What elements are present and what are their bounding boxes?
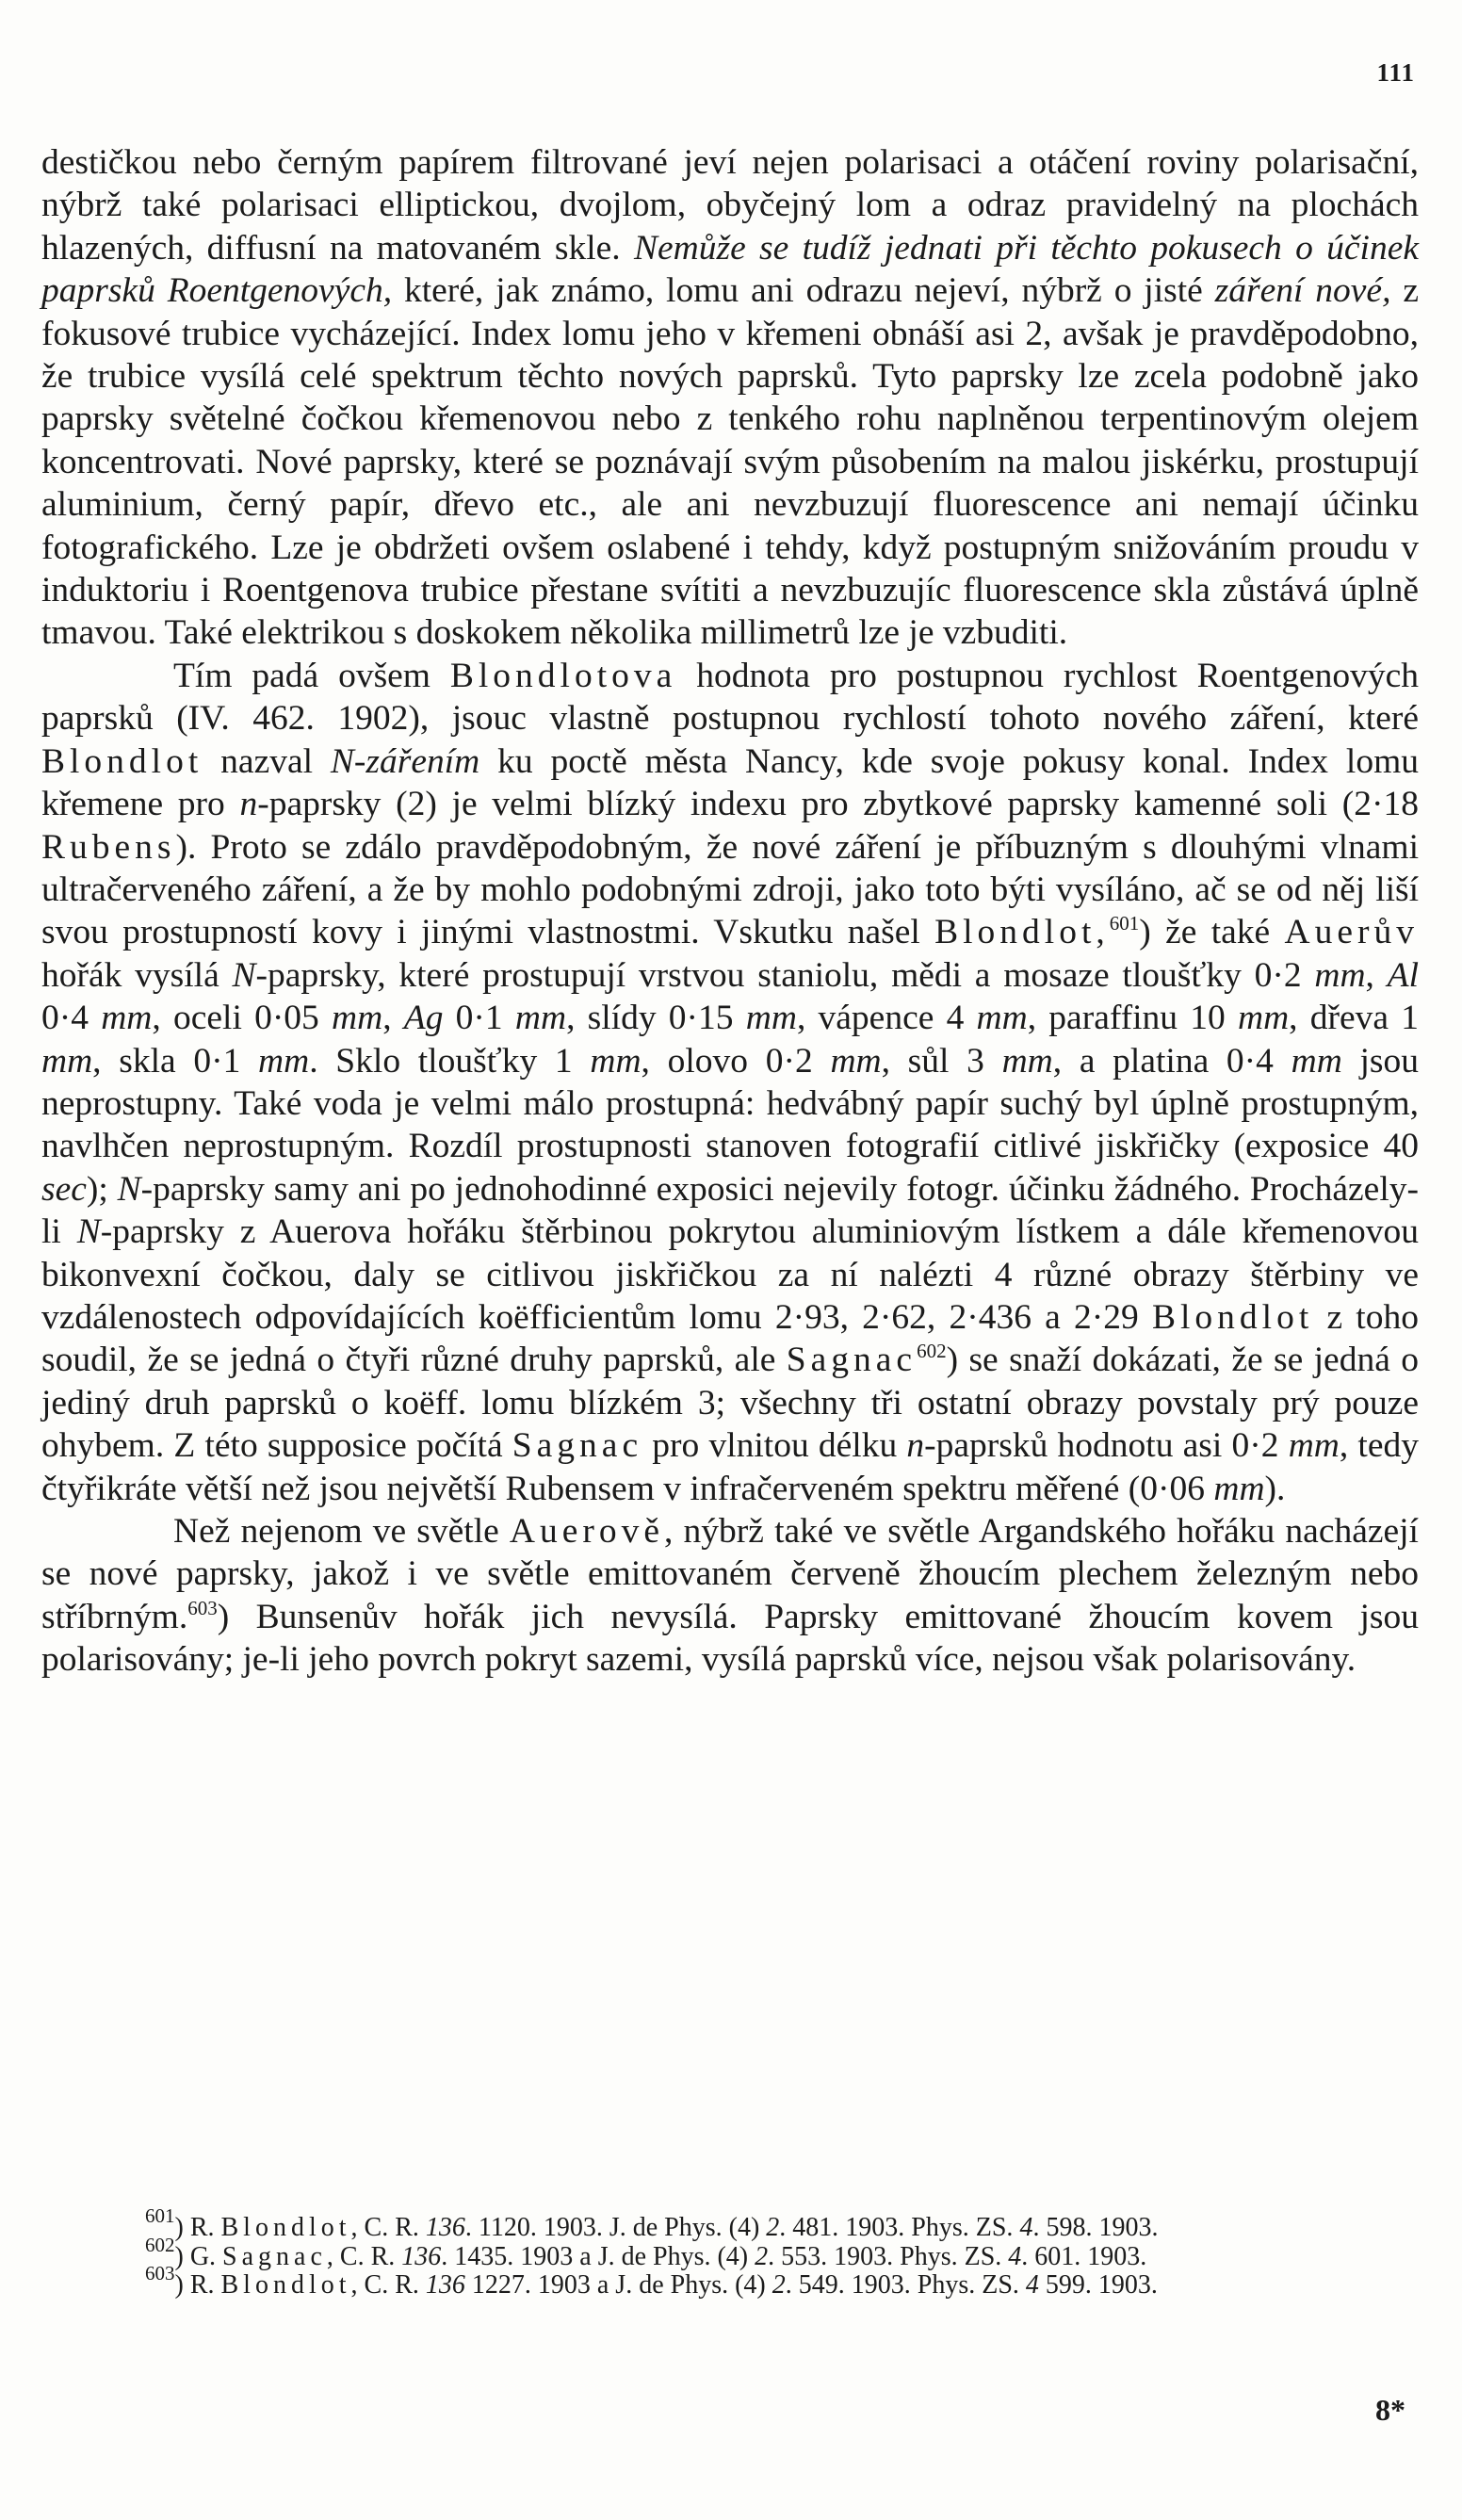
text-run: -paprsky, které prostupují vrstvou staniolu, mědi a mosaze tloušťky 0·2 bbox=[255, 955, 1315, 995]
unit-text: mm bbox=[590, 1041, 642, 1081]
emphasis-text: Nemůže se tudíž jednati při těchto pokusech o účinek paprsků Roentgenových, bbox=[41, 228, 1420, 311]
author-name: Blondlot bbox=[220, 2213, 351, 2242]
text-run: ). bbox=[1264, 1469, 1286, 1508]
text-run: hodnota pro postupnou rychlost Roentgenových paprsků (IV. 462. 1902), jsouc vlastně postupnou rychlostí tohoto nového záření, které bbox=[41, 656, 1419, 739]
author-name: Auerově bbox=[509, 1512, 665, 1551]
page-number: 111 bbox=[1376, 58, 1415, 87]
text-run: -paprsků hodnotu asi 0·2 bbox=[924, 1426, 1289, 1466]
text-run: . 481. 1903. Phys. ZS. bbox=[779, 2213, 1020, 2242]
text-run: , C. R. bbox=[326, 2241, 402, 2271]
footnote-mark: 602 bbox=[145, 2233, 175, 2256]
author-name: Sagnac bbox=[786, 1341, 918, 1380]
text-run: destičkou nebo černým papírem filtrované jeví nejen polarisaci a otáčení roviny polarisační, nýbrž také polarisaci elliptickou, dvojlom, obyčejný lom a odraz pravidelný na plochách hlazených, diffusní na matovaném skle. bbox=[41, 143, 1419, 268]
signature-mark: 8* bbox=[1375, 2393, 1405, 2427]
unit-text: mm bbox=[830, 1041, 882, 1081]
text-run: , dřeva 1 bbox=[1289, 999, 1420, 1038]
text-run: , olovo 0·2 bbox=[641, 1041, 831, 1081]
text-run: . 1435. 1903 a J. de Phys. (4) bbox=[441, 2241, 755, 2271]
text-run: , slídy 0·15 bbox=[566, 999, 746, 1038]
unit-text: mm bbox=[258, 1041, 310, 1081]
text-run: , tedy čtyřikráte větší než jsou největší Rubensem v infračerveném spektru měřené (0·06 bbox=[41, 1426, 1419, 1508]
volume-number: 4 bbox=[1008, 2241, 1022, 2271]
author-name: Blondlot bbox=[41, 741, 203, 781]
text-run: pro vlnitou délku bbox=[642, 1426, 907, 1466]
symbol-text: Al bbox=[1387, 955, 1419, 995]
text-run: -paprsky z Auerova hořáku štěrbinou pokrytou aluminiovým lístkem a dále křemenovou bikonvexní čočkou, daly se citlivou jiskřičkou za ní nalézti 4 různé obrazy štěrbiny ve vzdálenostech odpovídajících koëfficientům lomu 2·93, 2·62, 2·436 a 2·29 bbox=[41, 1212, 1420, 1337]
text-run: , a platina 0·4 bbox=[1052, 1041, 1291, 1081]
volume-number: 136 bbox=[425, 2270, 465, 2300]
text-run: , skla 0·1 bbox=[92, 1041, 259, 1081]
text-run: ) R. bbox=[174, 2213, 221, 2242]
text-run: , sůl 3 bbox=[881, 1041, 1002, 1081]
volume-number: 136 bbox=[425, 2213, 465, 2242]
text-run: ) R. bbox=[174, 2270, 221, 2300]
footnote-601 bbox=[41, 2204, 1419, 2243]
text-run: ) že také bbox=[1139, 913, 1285, 952]
text-run: Než nejenom ve světle bbox=[173, 1512, 510, 1551]
text-run: . 553. 1903. Phys. ZS. bbox=[768, 2241, 1009, 2271]
paragraph-2 bbox=[41, 655, 1419, 1510]
author-name: Rubens bbox=[41, 827, 176, 867]
text-run: hořák vysílá bbox=[41, 955, 233, 995]
text-run: jsou neprostupny. Také voda je velmi málo prostupná: hedvábný papír suchý byl úplně prostupným, navlhčen neprostupným. Rozdíl prostupnosti stanoven fotografií citlivé jiskřičky (exposice 40 bbox=[41, 1041, 1419, 1166]
volume-number: 2 bbox=[772, 2270, 786, 2300]
symbol-text: N bbox=[117, 1169, 141, 1209]
emphasis-text: záření nové, bbox=[1214, 271, 1391, 311]
footnote-ref: 601 bbox=[1109, 912, 1140, 935]
unit-text: mm bbox=[1001, 1041, 1053, 1081]
volume-number: 2 bbox=[766, 2213, 780, 2242]
unit-text: mm bbox=[1291, 1041, 1342, 1081]
text-run: , nýbrž také ve světle Argandského hořáku nacházejí se nové paprsky, jakož i ve světle emittovaném červeně žhoucím plechem železným nebo stříbrným. bbox=[41, 1512, 1419, 1636]
text-run: 0·4 bbox=[41, 999, 102, 1038]
text-run: , paraffinu 10 bbox=[1027, 999, 1238, 1038]
author-name: Blondlot, bbox=[934, 913, 1110, 952]
unit-text: mm bbox=[976, 999, 1028, 1038]
symbol-text: Ag bbox=[403, 999, 444, 1038]
author-name: Auerův bbox=[1284, 913, 1420, 952]
unit-text: mm bbox=[1238, 999, 1290, 1038]
main-text bbox=[41, 141, 1419, 1682]
unit-text: sec bbox=[41, 1169, 87, 1209]
text-run: 599. 1903. bbox=[1038, 2270, 1158, 2300]
unit-text: mm bbox=[1314, 955, 1366, 995]
paragraph-1 bbox=[41, 141, 1419, 655]
text-run: nazval bbox=[203, 741, 331, 781]
text-run: 1227. 1903 a J. de Phys. (4) bbox=[464, 2270, 772, 2300]
text-run: -paprsky samy ani po jednohodinné exposici nejevily fotogr. účinku žádného. Procházely-li bbox=[41, 1169, 1419, 1252]
text-run: , C. R. bbox=[350, 2270, 426, 2300]
text-run: ku poctě města Nancy, kde svoje pokusy konal. Index lomu křemene pro bbox=[41, 741, 1419, 824]
text-run: . Sklo tloušťky 1 bbox=[309, 1041, 591, 1081]
text-run: . 549. 1903. Phys. ZS. bbox=[785, 2270, 1026, 2300]
author-name: Blondlotova bbox=[449, 656, 677, 695]
text-run: ) G. bbox=[174, 2241, 223, 2271]
text-run: . 598. 1903. bbox=[1032, 2213, 1159, 2242]
text-run: ) Bunsenův hořák jich nevysílá. Paprsky emittované žhoucím kovem jsou polarisovány; je-li jeho povrch pokryt sazemi, vysílá paprsků více, nejsou však polarisovány. bbox=[41, 1597, 1419, 1680]
footnote-ref: 602 bbox=[917, 1340, 947, 1363]
text-run: ); bbox=[86, 1169, 118, 1209]
volume-number: 4 bbox=[1025, 2270, 1039, 2300]
unit-text: mm bbox=[514, 999, 567, 1038]
text-run: , bbox=[382, 999, 404, 1038]
text-run: , C. R. bbox=[350, 2213, 426, 2242]
footnotes bbox=[41, 2204, 1419, 2301]
paragraph-3 bbox=[41, 1510, 1419, 1682]
footnote-ref: 603 bbox=[187, 1596, 218, 1619]
volume-number: 136 bbox=[401, 2241, 442, 2271]
author-name: Sagnac bbox=[512, 1426, 643, 1466]
symbol-text: N bbox=[76, 1212, 101, 1252]
symbol-text: N bbox=[232, 955, 256, 995]
unit-text: mm bbox=[41, 1041, 93, 1081]
text-run: z toho soudil, že se jedná o čtyři různé druhy paprsků, ale bbox=[41, 1297, 1419, 1380]
text-run: . 1120. 1903. J. de Phys. (4) bbox=[464, 2213, 767, 2242]
text-run: Tím padá ovšem bbox=[173, 656, 450, 695]
emphasis-text: N-zářením bbox=[330, 741, 480, 781]
text-run: -paprsky (2) je velmi blízký indexu pro zbytkové paprsky kamenné soli (2·18 bbox=[257, 785, 1419, 824]
footnote-mark: 601 bbox=[145, 2204, 175, 2227]
text-run: , oceli 0·05 bbox=[152, 999, 333, 1038]
text-run: ) se snaží dokázati, že se jedná o jediný druh paprsků o koëff. lomu blízkém 3; všechny tři ostatní obrazy povstaly prý pouze ohybem. Z této supposice počítá bbox=[41, 1341, 1419, 1466]
text-run: které, jak známo, lomu ani odrazu nejeví, nýbrž o jisté bbox=[392, 271, 1215, 311]
author-name: Blondlot bbox=[1151, 1297, 1314, 1337]
text-run: , vápence 4 bbox=[796, 999, 977, 1038]
symbol-text: n bbox=[906, 1426, 925, 1466]
author-name: Blondlot bbox=[220, 2270, 351, 2300]
text-run: ). Proto se zdálo pravděpodobným, že nové záření je příbuzným s dlouhými vlnami ultračerveného záření, a že by mohlo podobnými zdroji, jako toto býti vysíláno, ač se od něj liší svou prostupností kovy i jinými vlastnostmi. Vskutku našel bbox=[41, 827, 1419, 952]
unit-text: mm bbox=[101, 999, 153, 1038]
author-name: Sagnac bbox=[222, 2241, 327, 2271]
unit-text: mm bbox=[1213, 1469, 1265, 1508]
symbol-text: n bbox=[239, 785, 258, 824]
text-run: 0·1 bbox=[443, 999, 515, 1038]
unit-text: mm bbox=[332, 999, 383, 1038]
unit-text: mm bbox=[745, 999, 797, 1038]
text-run: , bbox=[1365, 955, 1388, 995]
volume-number: 4 bbox=[1019, 2213, 1033, 2242]
text-run: z fokusové trubice vycházející. Index lomu jeho v křemeni obnáší asi 2, avšak je pravděpodobno, že trubice vysílá celé spektrum těchto nových paprsků. Tyto paprsky lze zcela podobně jako paprsky světelné čočkou křemenovou nebo z tenkého rohu naplněnou terpentinovým olejem koncentrovati. Nové paprsky, které se poznávají svým působením na malou jiskérku, prostupují aluminium, černý papír, dřevo etc., ale ani nevzbuzují fluorescence ani nemají účinku fotografického. Lze je obdržeti ovšem oslabené i tehdy, když postupným snižováním proudu v induktoriu i Roentgenova trubice přestane svítiti a nevzbuzujíc fluorescence skla zůstává úplně tmavou. Také elektrikou s doskokem několika millimetrů lze je vzbuditi. bbox=[41, 271, 1419, 653]
volume-number: 2 bbox=[755, 2241, 769, 2271]
text-run: . 601. 1903. bbox=[1021, 2241, 1147, 2271]
footnote-603 bbox=[41, 2262, 1419, 2301]
footnote-mark: 603 bbox=[145, 2262, 175, 2284]
unit-text: mm bbox=[1288, 1426, 1340, 1466]
footnote-602 bbox=[41, 2233, 1419, 2272]
